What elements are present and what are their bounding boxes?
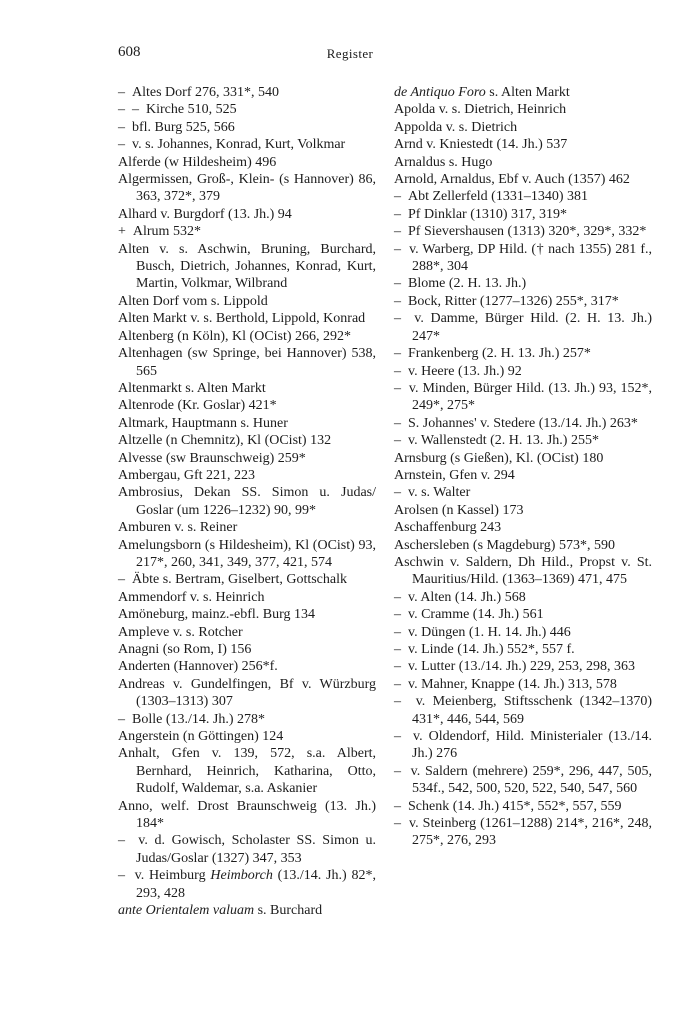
index-entry: Alvesse (sw Braunschweig) 259* <box>118 450 306 466</box>
index-entry: Anno, welf. Drost Braunschweig (13. Jh.) 184* <box>118 798 376 832</box>
index-entry: Andreas v. Gundelfingen, Bf v. Würzburg (1303–1313) 307 <box>118 676 376 710</box>
index-entry: – v. s. Johannes, Konrad, Kurt, Volkmar <box>118 137 346 153</box>
index-entry: – Blome (2. H. 13. Jh.) <box>394 276 527 292</box>
index-entry: – bfl. Burg 525, 566 <box>118 119 235 135</box>
index-entry: – v. Damme, Bürger Hild. (2. H. 13. Jh.) 247* <box>394 311 652 344</box>
index-entry: Ambergau, Gft 221, 223 <box>118 467 255 483</box>
index-entry: Arnstein, Gfen v. 294 <box>394 467 515 483</box>
index-entry: – Schenk (14. Jh.) 415*, 552*, 557, 559 <box>394 798 622 814</box>
index-entry: Altenhagen (sw Springe, bei Hannover) 538, 565 <box>118 346 376 379</box>
index-entry: Ambrosius, Dekan SS. Simon u. Judas/ Goslar (um 1226–1232) 90, 99* <box>118 485 376 518</box>
index-entry: – v. d. Gowisch, Scholaster SS. Simon u. Judas/Goslar (1327) 347, 353 <box>118 833 376 866</box>
index-entry: de Antiquo Foro s. Alten Markt <box>394 85 570 100</box>
index-entry: Alhard v. Burgdorf (13. Jh.) 94 <box>118 206 292 222</box>
running-head: Register <box>326 46 374 61</box>
index-entry: ante Orientalem valuam s. Burchard <box>118 903 323 919</box>
index-entry: Aschersleben (s Magdeburg) 573*, 590 <box>394 537 615 553</box>
index-entry: Appolda v. s. Dietrich <box>394 119 518 135</box>
index-entry: – S. Johannes' v. Stedere (13./14. Jh.) 263* <box>394 415 638 431</box>
index-entry: Amöneburg, mainz.-ebfl. Burg 134 <box>118 607 316 623</box>
index-entry: + Alrum 532* <box>118 224 201 240</box>
index-entry: Arnd v. Kniestedt (14. Jh.) 537 <box>394 137 568 153</box>
index-entry: – v. Saldern (mehrere) 259*, 296, 447, 505, 534f., 542, 500, 520, 522, 540, 547, 560 <box>394 763 652 797</box>
index-entry: Alten Dorf vom s. Lippold <box>118 293 268 309</box>
index-entry: – v. Cramme (14. Jh.) 561 <box>394 607 544 623</box>
index-entry: Arnsburg (s Gießen), Kl. (OCist) 180 <box>394 450 604 466</box>
index-entry: – v. Düngen (1. H. 14. Jh.) 446 <box>394 624 571 640</box>
index-entry: Angerstein (n Göttingen) 124 <box>118 729 284 745</box>
index-entry: – v. Warberg, DP Hild. († nach 1355) 281 f., 288*, 304 <box>394 241 652 275</box>
index-entry: – Abt Zellerfeld (1331–1340) 381 <box>394 189 589 205</box>
index-entry: – v. Minden, Bürger Hild. (13. Jh.) 93, 152*, 249*, 275* <box>394 380 652 414</box>
index-entry: – v. Wallenstedt (2. H. 13. Jh.) 255* <box>394 433 599 449</box>
index-entry: Anagni (so Rom, I) 156 <box>118 642 252 657</box>
index-entry: Ampleve v. s. Rotcher <box>118 624 243 640</box>
index-entry: – Äbte s. Bertram, Giselbert, Gottschalk <box>118 572 348 588</box>
index-entry: – v. Linde (14. Jh.) 552*, 557 f. <box>394 642 575 657</box>
index-entry: – v. Heere (13. Jh.) 92 <box>394 363 522 379</box>
index-entry: Aschaffenburg 243 <box>394 520 502 536</box>
index-entry: Alten v. s. Aschwin, Bruning, Burchard, Busch, Dietrich, Johannes, Konrad, Kurt, Martin, Volkmar, Wilbrand <box>118 241 376 292</box>
index-entry: Altenrode (Kr. Goslar) 421* <box>118 398 277 414</box>
index-entry: – v. Lutter (13./14. Jh.) 229, 253, 298, 363 <box>394 659 635 675</box>
index-entry: Altenberg (n Köln), Kl (OCist) 266, 292* <box>118 328 352 344</box>
index-entry: – Bock, Ritter (1277–1326) 255*, 317* <box>394 293 619 309</box>
page-number: 608 <box>118 44 141 60</box>
index-entry: Amelungsborn (s Hildesheim), Kl (OCist) 93, 217*, 260, 341, 349, 377, 421, 574 <box>118 537 376 570</box>
index-entry: Alferde (w Hildesheim) 496 <box>118 154 277 170</box>
index-entry: – Frankenberg (2. H. 13. Jh.) 257* <box>394 346 591 362</box>
index-entry: Arnaldus s. Hugo <box>394 154 493 170</box>
index-column-left <box>118 84 376 920</box>
index-entry: Arnold, Arnaldus, Ebf v. Auch (1357) 462 <box>394 172 630 188</box>
index-entry: – Pf Sievershausen (1313) 320*, 329*, 332* <box>394 224 647 240</box>
index-entry: – Bolle (13./14. Jh.) 278* <box>118 711 265 727</box>
index-entry: – Altes Dorf 276, 331*, 540 <box>118 85 279 100</box>
index-entry: – v. Mahner, Knappe (14. Jh.) 313, 578 <box>394 676 617 692</box>
index-entry: – v. Meienberg, Stiftsschenk (1342–1370) 431*, 446, 544, 569 <box>394 694 652 727</box>
index-entry: Alten Markt v. s. Berthold, Lippold, Konrad <box>118 311 366 327</box>
index-entry: – v. Steinberg (1261–1288) 214*, 216*, 248, 275*, 276, 293 <box>394 816 652 849</box>
index-entry: Anhalt, Gfen v. 139, 572, s.a. Albert, Bernhard, Heinrich, Katharina, Otto, Rudolf, Waldemar, s.a. Askanier <box>118 746 376 797</box>
index-entry: Altzelle (n Chemnitz), Kl (OCist) 132 <box>118 433 332 449</box>
index-entry: Apolda v. s. Dietrich, Heinrich <box>394 102 567 118</box>
index-entry: – v. s. Walter <box>394 485 471 501</box>
index-column-right <box>394 84 652 850</box>
index-entry: Ammendorf v. s. Heinrich <box>118 589 265 605</box>
index-entry: Algermissen, Groß-, Klein- (s Hannover) 86, 363, 372*, 379 <box>118 172 376 205</box>
index-entry: – v. Heimburg Heimborch (13./14. Jh.) 82*, 293, 428 <box>118 868 376 901</box>
index-entry: Anderten (Hannover) 256*f. <box>118 659 278 675</box>
index-entry: – v. Alten (14. Jh.) 568 <box>394 589 526 605</box>
index-entry: Arolsen (n Kassel) 173 <box>394 502 524 518</box>
index-entry: – – Kirche 510, 525 <box>118 102 237 118</box>
index-entry: – Pf Dinklar (1310) 317, 319* <box>394 206 568 222</box>
index-entry: Amburen v. s. Reiner <box>118 520 238 536</box>
index-entry: Aschwin v. Saldern, Dh Hild., Propst v. St. Mauritius/Hild. (1363–1369) 471, 475 <box>394 554 652 588</box>
index-entry: – v. Oldendorf, Hild. Ministerialer (13./14. Jh.) 276 <box>394 729 652 762</box>
index-entry: Altenmarkt s. Alten Markt <box>118 380 266 396</box>
index-entry: Altmark, Hauptmann s. Huner <box>118 415 288 431</box>
